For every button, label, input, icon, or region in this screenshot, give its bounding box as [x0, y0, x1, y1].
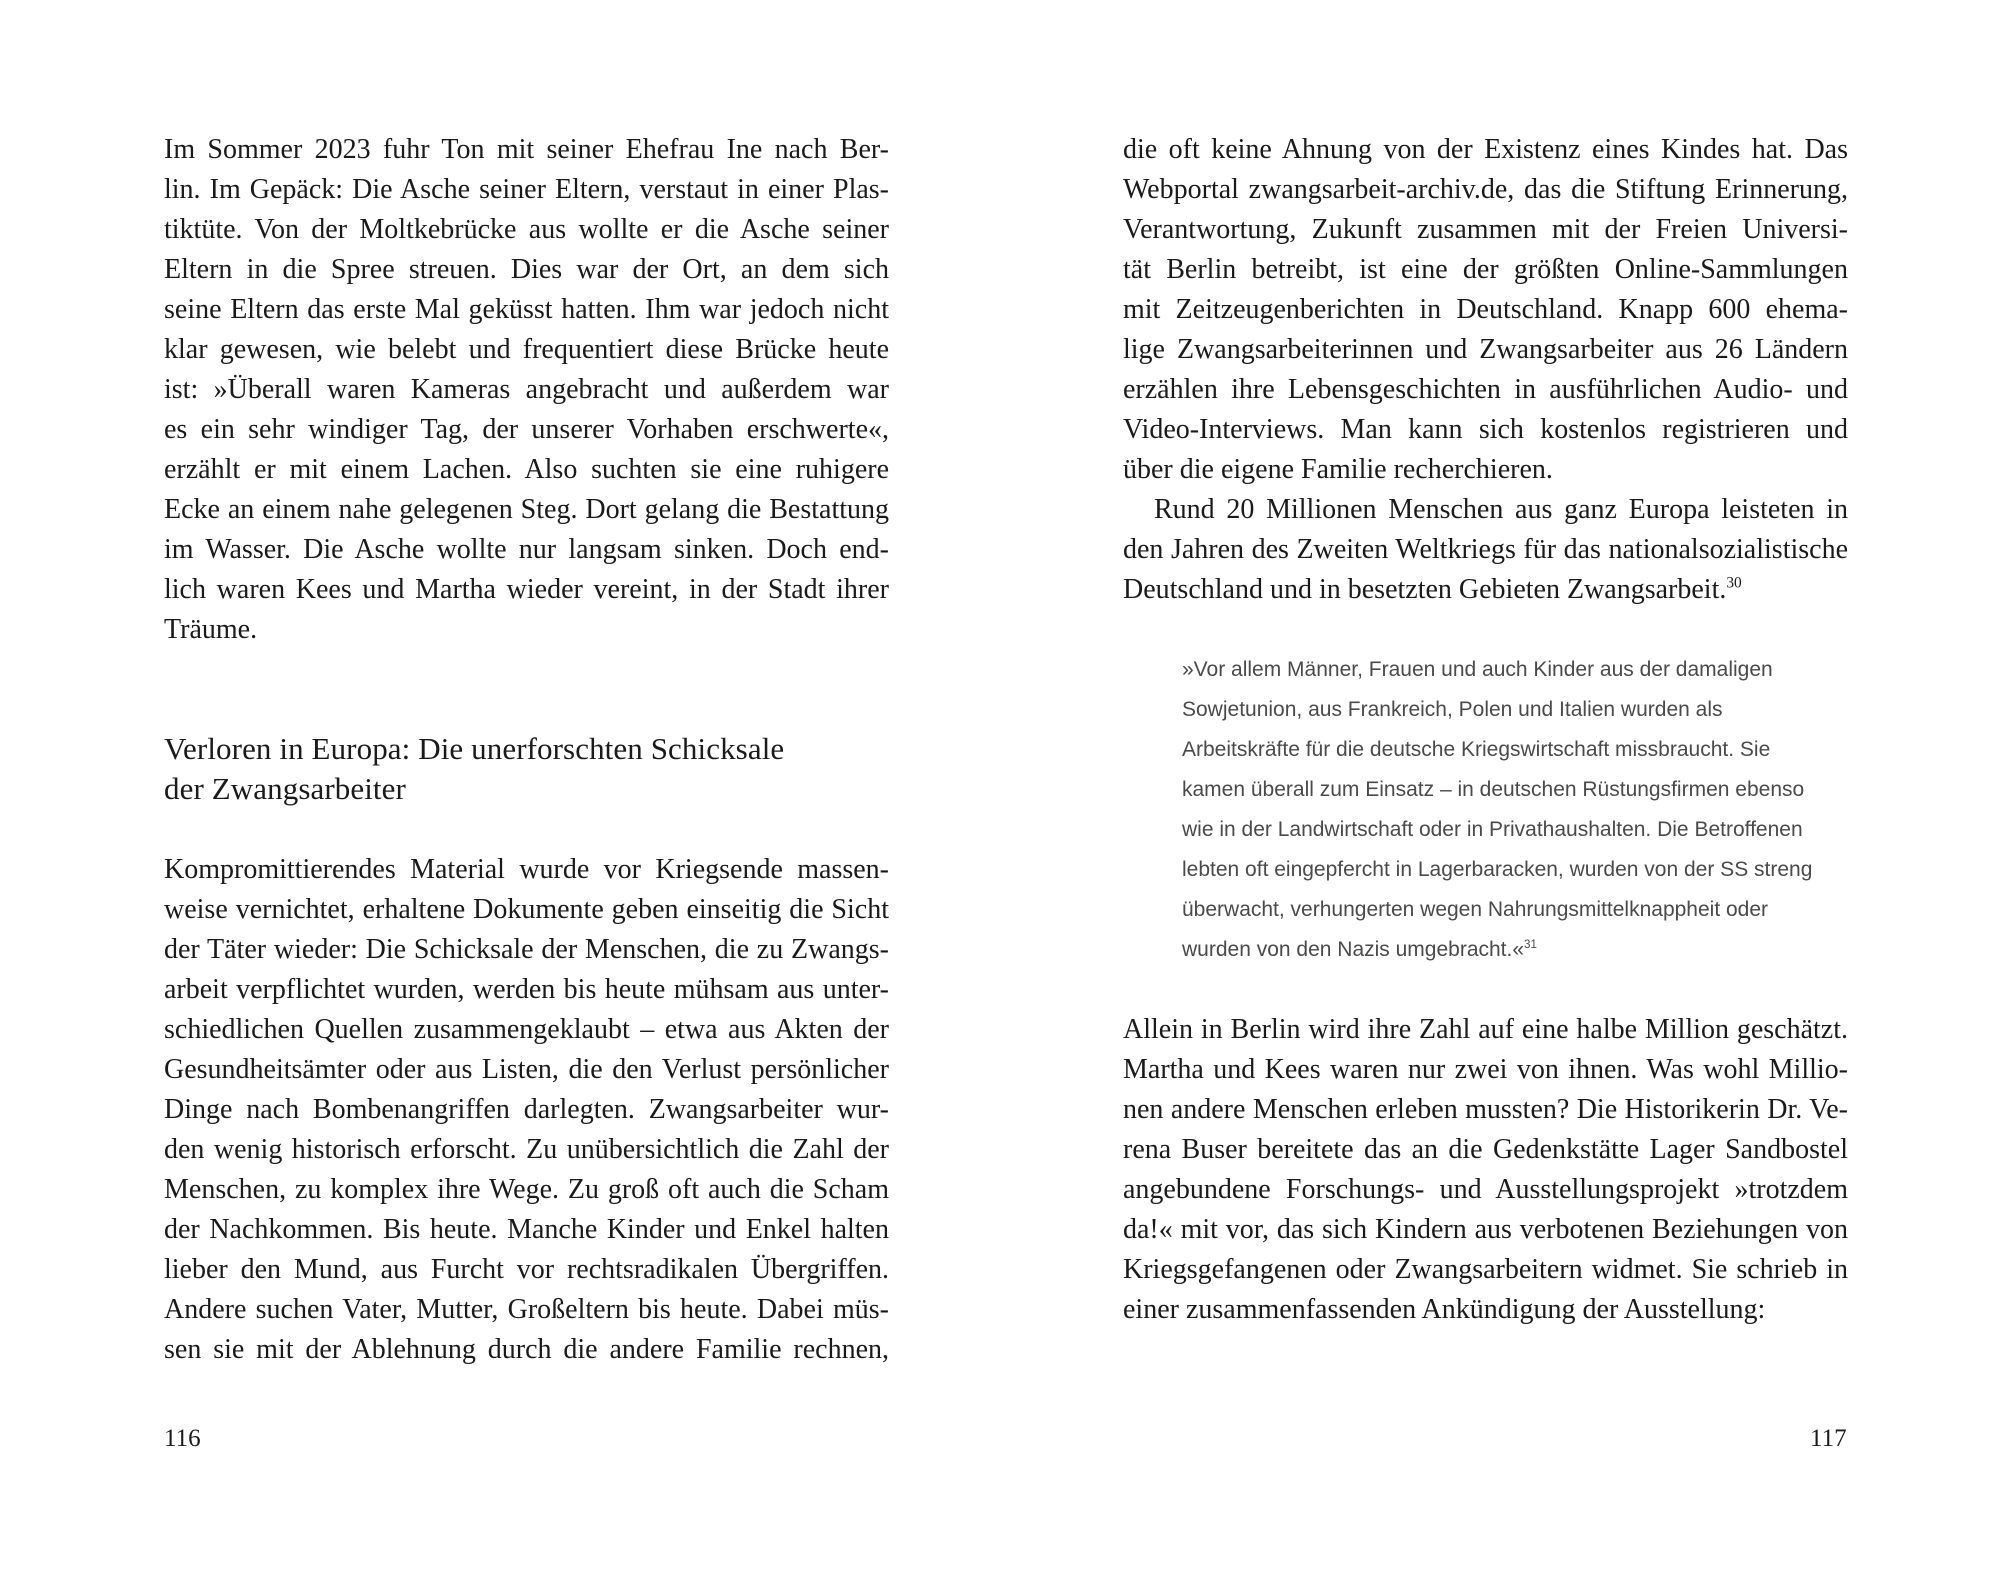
text-line: Kriegsgefangenen oder Zwangsarbeitern widmet. Sie schrieb in — [1123, 1254, 1848, 1285]
text-line: angebundene Forschungs- und Ausstellungsprojekt »trotzdem — [1123, 1174, 1848, 1205]
text-line: Träume. — [164, 614, 258, 645]
text-line: rena Buser bereitete das an die Gedenkstätte Lager Sandbostel — [1123, 1134, 1848, 1165]
text-line: mit Zeitzeugenberichten in Deutschland. Knapp 600 ehema- — [1123, 294, 1848, 325]
quote-line: kamen überall zum Einsatz – in deutschen Rüstungsfirmen ebenso — [1182, 778, 1805, 801]
quote-line: Arbeitskräfte für die deutsche Kriegswirtschaft missbraucht. Sie — [1182, 738, 1771, 761]
text-line: Ecke an einem nahe gelegenen Steg. Dort gelang die Bestattung — [164, 494, 889, 525]
text-line: Martha und Kees waren nur zwei von ihnen. Was wohl Millio- — [1123, 1054, 1848, 1085]
text-line: es ein sehr windiger Tag, der unserer Vorhaben erschwerte«, — [164, 414, 889, 445]
text-line: klar gewesen, wie belebt und frequentiert diese Brücke heute — [164, 334, 889, 365]
text-line: seine Eltern das erste Mal geküsst hatten. Ihm war jedoch nicht — [164, 294, 889, 325]
text-line: Gesundheitsämter oder aus Listen, die den Verlust persönlicher — [164, 1054, 889, 1085]
text-line: der Täter wieder: Die Schicksale der Menschen, die zu Zwangs- — [164, 934, 889, 965]
heading-line: Verloren in Europa: Die unerforschten Schicksale — [164, 731, 785, 766]
text-line: ist: »Überall waren Kameras angebracht und außerdem war — [164, 374, 889, 405]
text-line: Rund 20 Millionen Menschen aus ganz Europa leisteten in — [1154, 494, 1848, 525]
text-line: den wenig historisch erforscht. Zu unübersichtlich die Zahl der — [164, 1134, 889, 1165]
text-line: Verantwortung, Zukunft zusammen mit der Freien Universi- — [1123, 214, 1848, 245]
text-line: sen sie mit der Ablehnung durch die andere Familie rechnen, — [164, 1334, 889, 1365]
quote-line — [1182, 930, 1537, 970]
text-line: Allein in Berlin wird ihre Zahl auf eine halbe Million geschätzt. — [1123, 1014, 1848, 1045]
text-line: Im Sommer 2023 fuhr Ton mit seiner Ehefrau Ine nach Ber- — [164, 134, 889, 165]
text-line — [1123, 570, 1742, 610]
text-line: lige Zwangsarbeiterinnen und Zwangsarbeiter aus 26 Ländern — [1123, 334, 1848, 365]
text-line: lich waren Kees und Martha wieder vereint, in der Stadt ihrer — [164, 574, 889, 605]
quote-line: überwacht, verhungerten wegen Nahrungsmittelknappheit oder — [1182, 898, 1769, 921]
text-line: den Jahren des Zweiten Weltkriegs für das nationalsozialistische — [1123, 534, 1848, 565]
quote-line: lebten oft eingepfercht in Lagerbaracken, wurden von der SS streng — [1182, 858, 1813, 881]
text-line: einer zusammenfassenden Ankündigung der Ausstellung: — [1123, 1294, 1766, 1325]
text-line: tiktüte. Von der Moltkebrücke aus wollte er die Asche seiner — [164, 214, 889, 245]
text-span: Deutschland und in besetzten Gebieten Zwangsarbeit. — [1123, 574, 1727, 605]
text-line: arbeit verpflichtet wurden, werden bis heute mühsam aus unter- — [164, 974, 889, 1005]
text-line: Dinge nach Bombenangriffen darlegten. Zwangsarbeiter wur- — [164, 1094, 889, 1125]
quote-line: »Vor allem Männer, Frauen und auch Kinder aus der damaligen — [1182, 658, 1773, 681]
quote-line: wie in der Landwirtschaft oder in Privathaushalten. Die Betroffenen — [1182, 818, 1803, 841]
footnote-marker: 31 — [1524, 939, 1537, 951]
text-line: lin. Im Gepäck: Die Asche seiner Eltern, verstaut in einer Plas- — [164, 174, 889, 205]
text-line: Kompromittierendes Material wurde vor Kriegsende massen- — [164, 854, 889, 885]
text-line: erzählen ihre Lebensgeschichten in ausführlichen Audio- und — [1123, 374, 1848, 405]
page-number: 116 — [164, 1425, 201, 1452]
text-line: lieber den Mund, aus Furcht vor rechtsradikalen Übergriffen. — [164, 1254, 889, 1285]
text-line: da!« mit vor, das sich Kindern aus verbotenen Beziehungen von — [1123, 1214, 1848, 1245]
text-line: der Nachkommen. Bis heute. Manche Kinder und Enkel halten — [164, 1214, 889, 1245]
text-line: tät Berlin betreibt, ist eine der größten Online-Sammlungen — [1123, 254, 1848, 285]
quote-line: Sowjetunion, aus Frankreich, Polen und Italien wurden als — [1182, 698, 1723, 721]
page-number: 117 — [1810, 1425, 1847, 1452]
text-line: nen andere Menschen erleben mussten? Die Historikerin Dr. Ve- — [1123, 1094, 1848, 1125]
text-line: Andere suchen Vater, Mutter, Großeltern bis heute. Dabei müs- — [164, 1294, 889, 1325]
right-page — [1000, 0, 2000, 1593]
footnote-marker: 30 — [1726, 574, 1742, 592]
heading-line: der Zwangsarbeiter — [164, 771, 406, 806]
text-line: die oft keine Ahnung von der Existenz eines Kindes hat. Das — [1123, 134, 1848, 165]
text-line: über die eigene Familie recherchieren. — [1123, 454, 1553, 485]
text-line: Eltern in die Spree streuen. Dies war der Ort, an dem sich — [164, 254, 889, 285]
text-line: Video-Interviews. Man kann sich kostenlos registrieren und — [1123, 414, 1848, 445]
text-line: im Wasser. Die Asche wollte nur langsam sinken. Doch end- — [164, 534, 889, 565]
text-line: erzählt er mit einem Lachen. Also suchten sie eine ruhigere — [164, 454, 889, 485]
text-line: weise vernichtet, erhaltene Dokumente geben einseitig die Sicht — [164, 894, 889, 925]
text-line: Menschen, zu komplex ihre Wege. Zu groß oft auch die Scham — [164, 1174, 889, 1205]
text-line: schiedlichen Quellen zusammengeklaubt – etwa aus Akten der — [164, 1014, 889, 1045]
text-line: Webportal zwangsarbeit-archiv.de, das die Stiftung Erinnerung, — [1123, 174, 1848, 205]
text-span: wurden von den Nazis umgebracht.« — [1182, 938, 1525, 961]
